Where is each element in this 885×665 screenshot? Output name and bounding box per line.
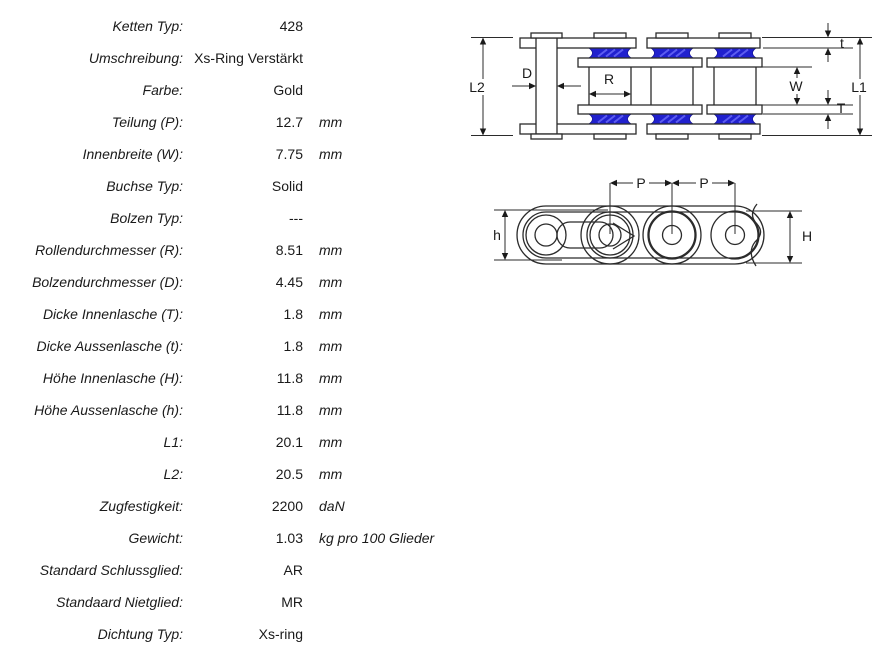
spec-label: Farbe: <box>142 82 183 98</box>
spec-value: 428 <box>279 18 303 34</box>
dim-label-p-left: P <box>636 175 646 191</box>
spec-unit: daN <box>319 498 345 514</box>
spec-value: 4.45 <box>275 274 303 290</box>
spec-label: Buchse Typ: <box>106 178 183 194</box>
spec-value: AR <box>283 562 303 578</box>
spec-value: 11.8 <box>276 402 303 418</box>
side-view-dimensions <box>489 175 812 263</box>
spec-unit: mm <box>319 114 343 130</box>
spec-value: 7.75 <box>275 146 303 162</box>
spec-value: Solid <box>271 178 303 194</box>
spec-unit <box>303 586 460 618</box>
spec-label: L1: <box>163 434 183 450</box>
spec-row <box>0 490 460 522</box>
spec-label: Standaard Nietglied: <box>56 594 183 610</box>
spec-label: L2: <box>163 466 183 482</box>
side-view-diagram <box>489 175 812 266</box>
spec-row <box>0 586 460 618</box>
chain-drawing-svg <box>0 0 885 330</box>
spec-unit: mm <box>319 146 343 162</box>
spec-row <box>0 330 460 362</box>
spec-unit: mm <box>319 242 343 258</box>
spec-value: 2200 <box>271 498 303 514</box>
spec-value: Gold <box>273 82 303 98</box>
spec-row <box>0 618 460 650</box>
dim-label-d: D <box>521 65 533 81</box>
spec-label: Zugfestigkeit: <box>99 498 183 514</box>
spec-row <box>0 522 460 554</box>
spec-label: Rollendurchmesser (R): <box>35 242 183 258</box>
spec-label: Gewicht: <box>128 530 183 546</box>
spec-value: Xs-Ring Verstärkt <box>194 50 303 66</box>
top-view-diagram <box>465 23 873 139</box>
spec-label: Dichtung Typ: <box>97 626 183 642</box>
spec-row <box>0 458 460 490</box>
spec-unit: mm <box>319 370 343 386</box>
dim-label-w: W <box>789 78 803 94</box>
dim-label-h-inner: H <box>802 228 813 244</box>
spec-row <box>0 554 460 586</box>
spec-value: 1.8 <box>283 338 303 354</box>
spec-unit: mm <box>319 434 343 450</box>
dim-label-r: R <box>603 71 615 87</box>
dim-label-p-right: P <box>699 175 709 191</box>
spec-value: Xs-ring <box>258 626 303 642</box>
spec-unit: kg pro 100 Glieder <box>319 530 435 546</box>
spec-unit: mm <box>319 402 343 418</box>
spec-row <box>0 362 460 394</box>
spec-unit: mm <box>319 338 343 354</box>
spec-label: Teilung (P): <box>111 114 183 130</box>
spec-value: --- <box>289 210 303 226</box>
spec-value: 20.5 <box>275 466 303 482</box>
dim-label-l2: L2 <box>469 79 485 95</box>
spec-unit: mm <box>319 274 343 290</box>
spec-row <box>0 394 460 426</box>
spec-value: 1.8 <box>283 306 303 322</box>
spec-label: Bolzendurchmesser (D): <box>32 274 183 290</box>
spec-value: 20.1 <box>275 434 303 450</box>
spec-label: Höhe Innenlasche (H): <box>42 370 183 386</box>
spec-label: Bolzen Typ: <box>110 210 183 226</box>
spec-label: Standard Schlussglied: <box>39 562 183 578</box>
spec-label: Dicke Aussenlasche (t): <box>36 338 183 354</box>
spec-value: MR <box>281 594 303 610</box>
chain-technical-drawing <box>0 0 885 330</box>
spec-label: Ketten Typ: <box>112 18 183 34</box>
spec-value: 1.03 <box>275 530 303 546</box>
spec-row <box>0 426 460 458</box>
spec-label: Innenbreite (W): <box>82 146 183 162</box>
dim-label-h-outer: h <box>493 227 501 243</box>
dim-label-t-inner: T <box>836 100 846 116</box>
spec-unit: mm <box>319 306 343 322</box>
spec-label: Höhe Aussenlasche (h): <box>34 402 183 418</box>
dim-label-t-outer: t <box>840 35 844 51</box>
dim-label-l1: L1 <box>851 79 867 95</box>
spec-value: 12.7 <box>275 114 303 130</box>
spec-value: 8.51 <box>275 242 303 258</box>
spec-label: Dicke Innenlasche (T): <box>42 306 183 322</box>
spec-unit <box>303 618 460 650</box>
link-plates <box>517 206 764 264</box>
spec-unit: mm <box>319 466 343 482</box>
spec-label: Umschreibung: <box>88 50 183 66</box>
spec-unit <box>303 554 460 586</box>
spec-value: 11.8 <box>276 370 303 386</box>
